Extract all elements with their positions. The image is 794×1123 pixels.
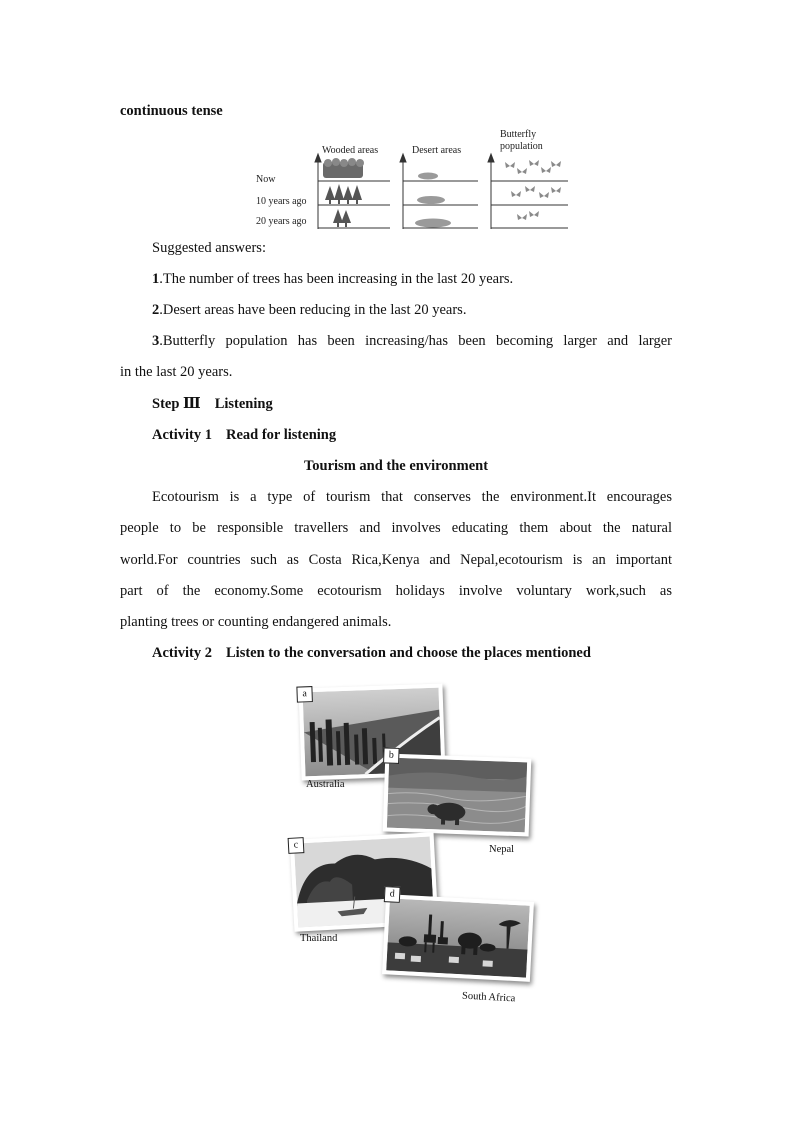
section-heading: continuous tense bbox=[120, 103, 223, 119]
caption-south-africa: South Africa bbox=[461, 990, 516, 1005]
photo-south-africa[interactable] bbox=[382, 888, 534, 982]
answer-2: 2.Desert areas have been reducing in the last 20 years. bbox=[152, 302, 467, 318]
photo-tag-d: d bbox=[384, 886, 401, 903]
answer-1: 1.The number of trees has been increasing in the last 20 years. bbox=[152, 271, 514, 287]
column-header-butterfly: Butterfly population bbox=[500, 129, 543, 152]
reading-line-4: part of the economy.Some ecotourism holidays involve voluntary work,such as bbox=[120, 583, 672, 599]
activity-2-heading: Activity 2 Listen to the conversation and choose the places mentioned bbox=[152, 645, 591, 661]
caption-thailand: Thailand bbox=[300, 933, 338, 944]
reading-line-3: world.For countries such as Costa Rica,Kenya and Nepal,ecotourism is an important bbox=[120, 552, 672, 568]
change-chart bbox=[250, 124, 580, 236]
answer-3-continued: in the last 20 years. bbox=[120, 364, 233, 380]
row-label-now: Now bbox=[256, 174, 276, 185]
photo-nepal[interactable] bbox=[383, 749, 532, 836]
column-header-wooded: Wooded areas bbox=[322, 145, 379, 156]
reading-line-1: Ecotourism is a type of tourism that conserves the environment.It encourages bbox=[152, 489, 672, 505]
row-label-20-years: 20 years ago bbox=[256, 216, 307, 227]
reading-title: Tourism and the environment bbox=[303, 458, 489, 474]
photo-tag-c: c bbox=[288, 837, 305, 854]
answers-label: Suggested answers: bbox=[152, 240, 266, 256]
column-header-desert: Desert areas bbox=[412, 145, 462, 156]
reading-line-5: planting trees or counting endangered animals. bbox=[120, 614, 392, 630]
tree-icons bbox=[323, 158, 364, 227]
caption-australia: Australia bbox=[306, 779, 345, 790]
activity-1-heading: Activity 1 Read for listening bbox=[152, 427, 337, 443]
photo-tag-a: a bbox=[296, 686, 313, 703]
step-heading: Step Ⅲ Listening bbox=[152, 396, 273, 412]
answer-3: 3.Butterfly population has been increasing/has been becoming larger and larger bbox=[152, 333, 672, 349]
reading-line-2: people to be responsible travellers and involves educating them about the natural bbox=[120, 520, 672, 536]
butterfly-icons bbox=[505, 160, 561, 220]
row-label-10-years: 10 years ago bbox=[256, 196, 307, 207]
photo-tag-b: b bbox=[383, 747, 400, 764]
caption-nepal: Nepal bbox=[489, 844, 515, 855]
